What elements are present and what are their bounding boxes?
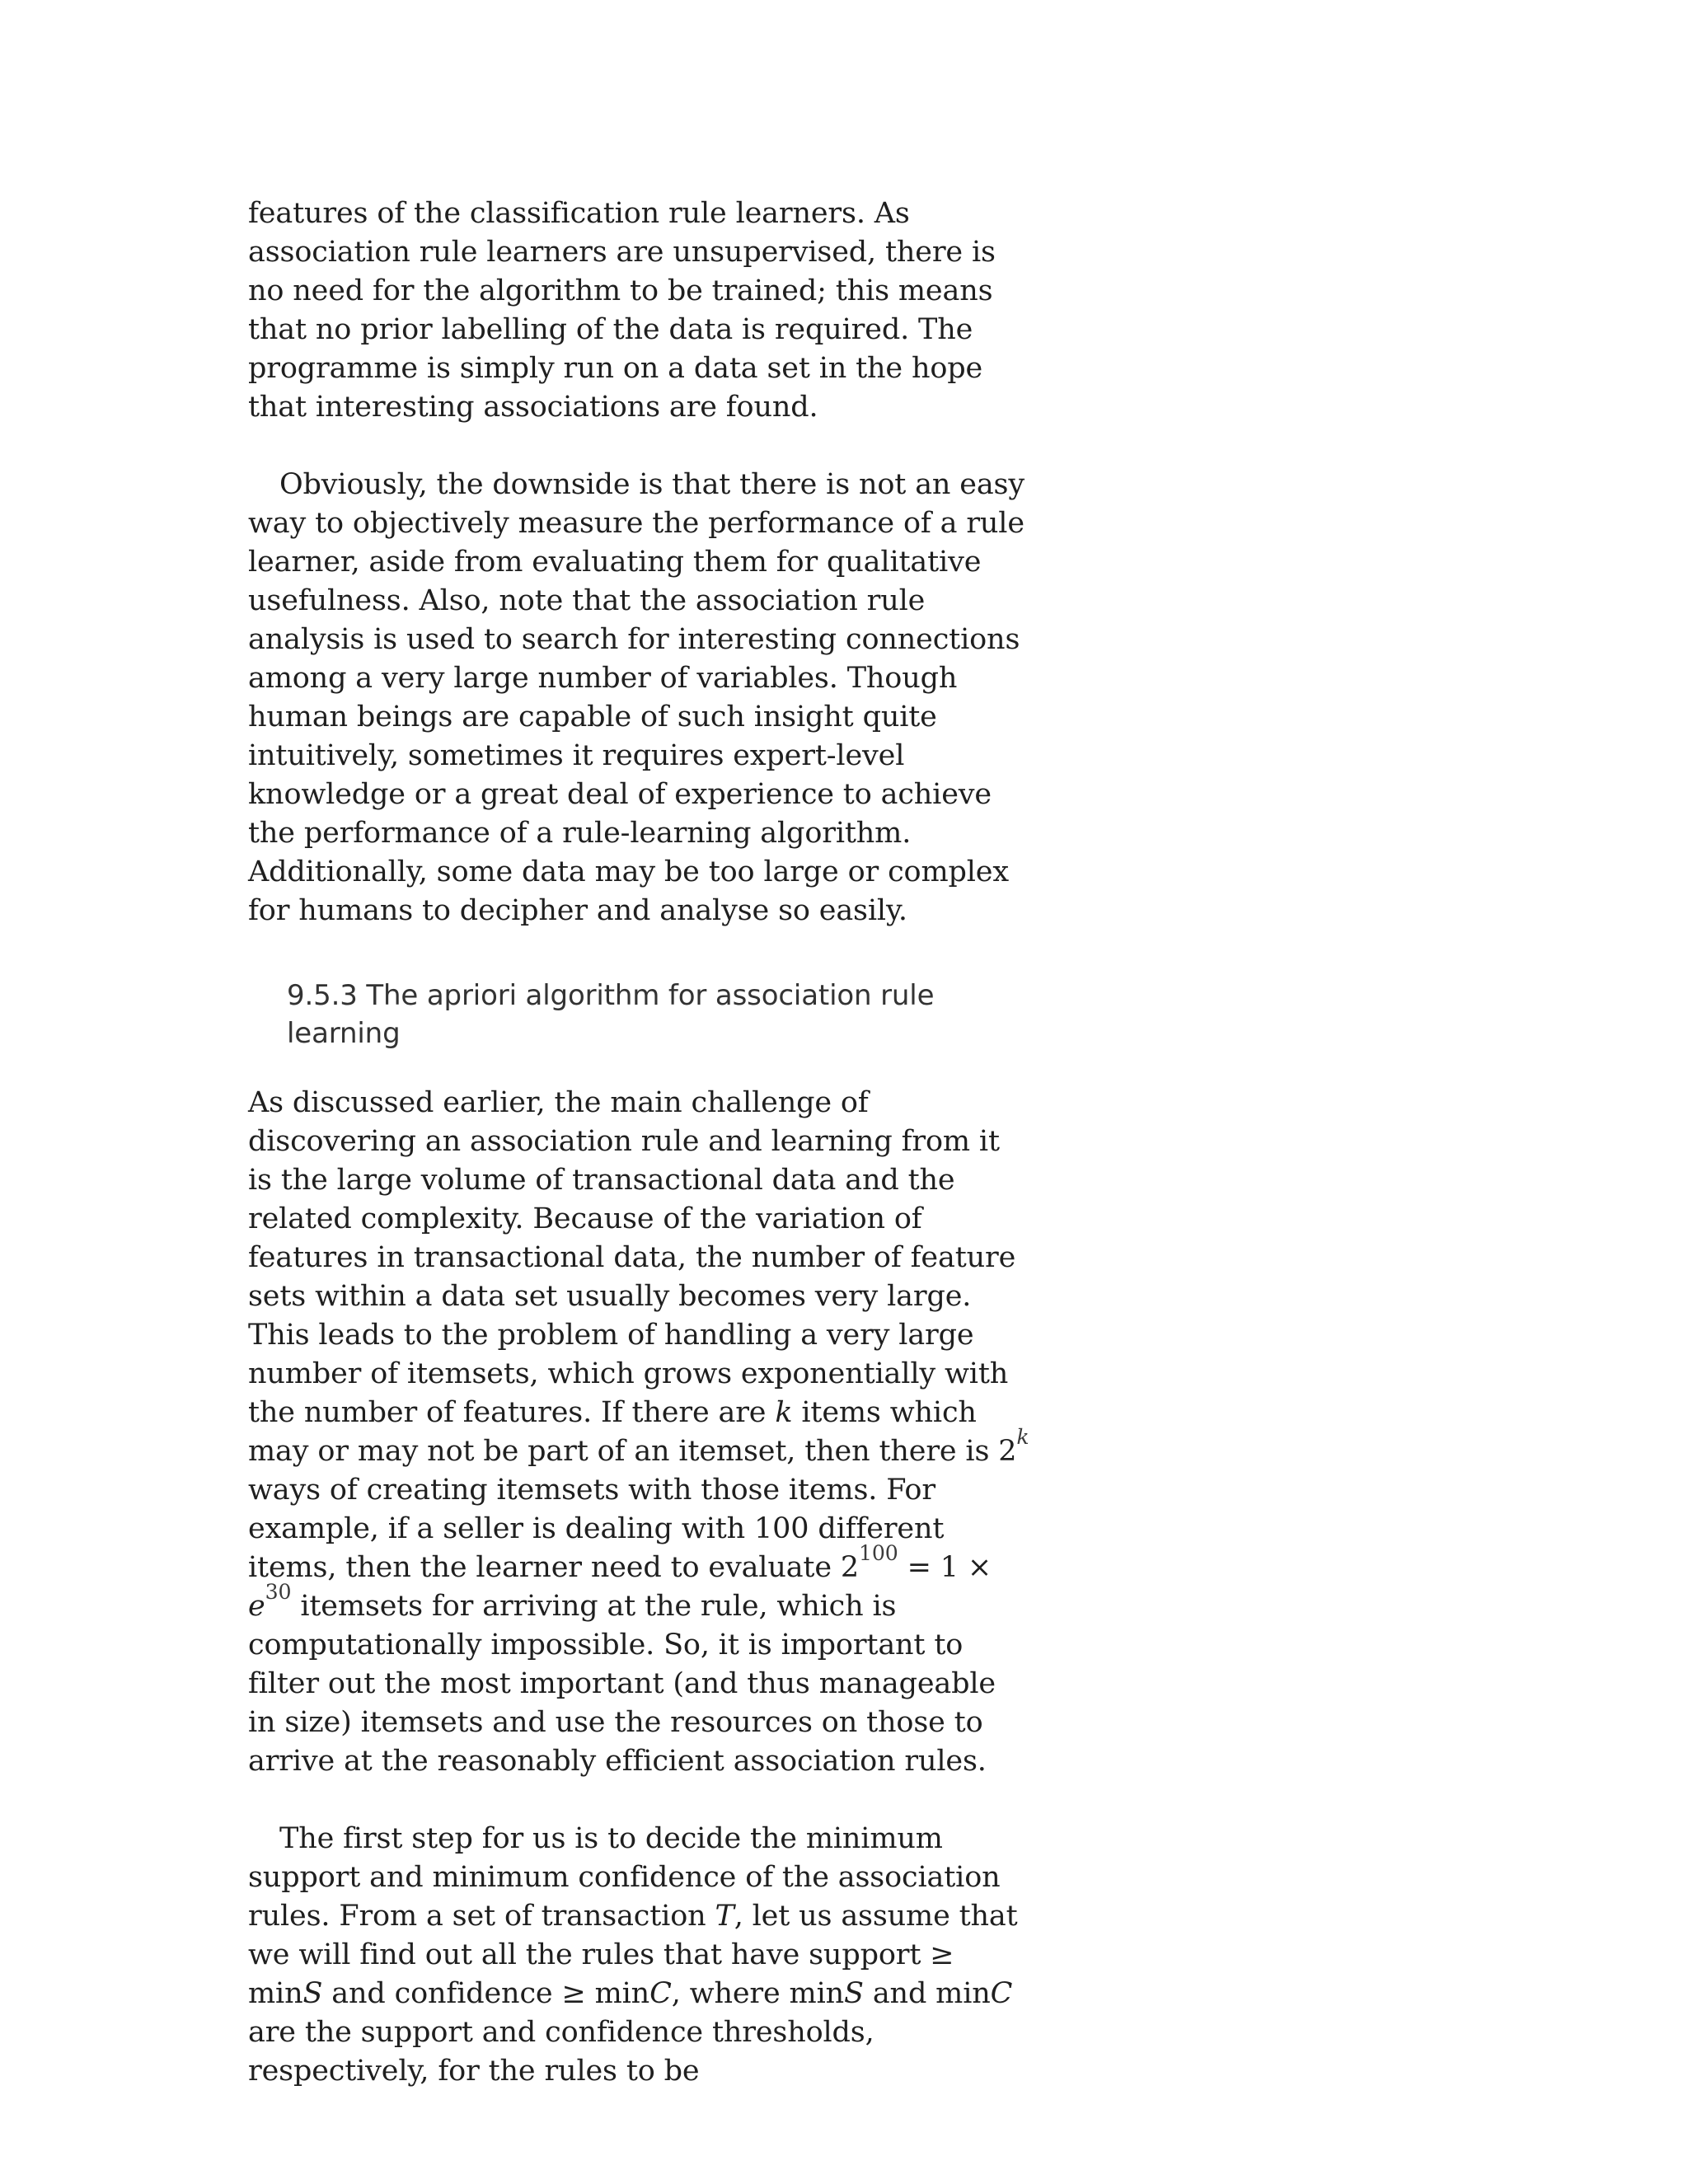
exponent-k: k [1016,1424,1029,1449]
variable-e: e [248,1590,265,1623]
paragraph-3-text-1: As discussed earlier, the main challenge of discovering an association rule and learning from it is the large volume of transactional data and the related complexity. Because of the variation of features in transactional data, the number of feature sets within a data set usually becomes very large. This leads to the problem of handling a very large number of itemsets, which grows exponentially with the number of features. If there are [248,1086,1016,1429]
paragraph-3-text-3: ways of creating itemsets with those items. For example, if a seller is dealing with 100 different items, then the learner need to evaluate 2 [248,1474,945,1584]
variable-c-1: C [649,1977,672,2010]
variable-k: k [775,1396,793,1429]
paragraph-4-text-1: The first step for us is to decide the minimum support and minimum confidence of the association rules. From a set of transaction [248,1822,1001,1933]
paragraph-4-text-5: and min [863,1977,991,2010]
text-column [248,194,1031,2091]
paragraph-1: features of the classification rule learners. As association rule learners are unsupervised, there is no need for the algorithm to be trained; this means that no prior labelling of the data is required. The programme is simply run on a data set in the hope that interesting associations are found. [248,197,996,424]
variable-t: T [715,1900,734,1933]
variable-s-2: S [844,1977,864,2010]
paragraph-2: Obviously, the downside is that there is not an easy way to objectively measure the performance of a rule learner, aside from evaluating them for qualitative usefulness. Also, note that the association rule analysis is used to search for interesting connections among a very large number of variables. Though human beings are capable of such insight quite intuitively, sometimes it requires expert-level knowledge or a great deal of experience to achieve the performance of a rule-learning algorithm. Additionally, some data may be too large or complex for humans to decipher and analyse so easily. [248,468,1025,927]
paragraph-4-text-4: , where min [671,1977,845,2010]
paragraph-3-text-5: itemsets for arriving at the rule, which is computationally impossible. So, it is important to filter out the most important (and thus manageable in size) itemsets and use the resources on those to arrive at the reasonably efficient association rules. [248,1590,996,1778]
paragraph-4-text-2: , let us assume that we will find out all the rules that have support ≥ min [248,1900,1018,2010]
variable-c-2: C [990,1977,1013,2010]
paragraph-4-text-3: and confidence ≥ min [322,1977,650,2010]
paragraph-3-text-4: = 1 × [898,1551,992,1584]
paragraph-3 [248,1084,1031,1781]
exponent-100: 100 [859,1540,898,1565]
paragraph-3-text-2: items which may or may not be part of an itemset, then there is 2 [248,1396,1017,1468]
paragraph-4-text-6: are the support and confidence thresholds, respectively, for the rules to be [248,2016,874,2088]
paragraph-4 [248,1820,1031,2091]
variable-s-1: S [302,1977,323,2010]
exponent-30: 30 [265,1579,292,1604]
section-heading: 9.5.3 The apriori algorithm for association rule learning [287,979,935,1050]
